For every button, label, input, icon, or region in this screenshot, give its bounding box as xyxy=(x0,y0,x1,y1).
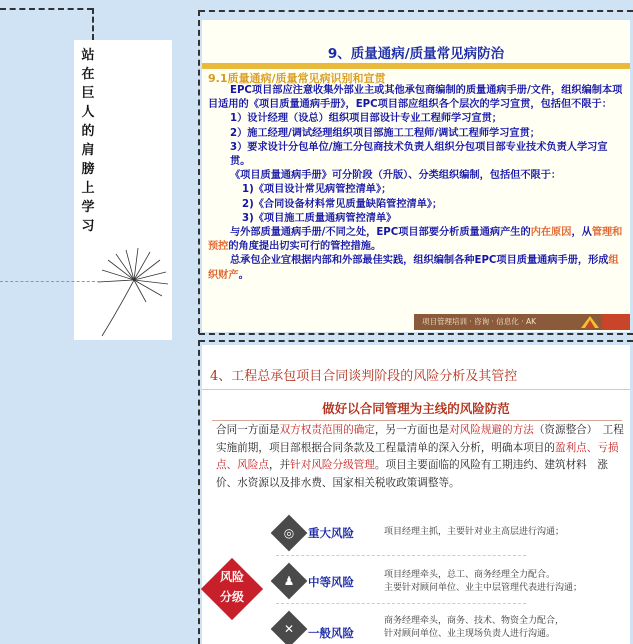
slide1-body xyxy=(208,84,626,283)
slide2-body xyxy=(216,422,624,492)
risk-level-label xyxy=(206,567,258,607)
text-run: 合同一方面是 xyxy=(216,424,280,436)
slogan-char: 肩 xyxy=(81,143,95,158)
risk-medium-desc xyxy=(384,569,582,595)
slogan-char: 巨 xyxy=(81,86,95,101)
slide1-list-item: 3）要求设计分包单位/施工分包商技术负责人组织分包项目部专业技术负责人学习宣贯。 xyxy=(230,141,608,168)
risk-desc-line: 针对顾问单位、业主现场负责人进行沟通。 xyxy=(384,629,556,639)
risk-desc-line: 主要针对顾问单位、业主中层管理代表进行沟通； xyxy=(384,583,583,593)
highlight-text: 内在原因 xyxy=(530,227,572,239)
slogan-char: 习 xyxy=(81,219,95,234)
risk-label-line: 风险 xyxy=(219,570,244,584)
frame-dash-left-vertical xyxy=(92,8,94,40)
slide1-list-item: 1)《项目设计常见病管控清单》； xyxy=(242,184,392,196)
slogan-char: 膀 xyxy=(81,162,95,177)
slide2-divider xyxy=(202,389,630,390)
footer-accent xyxy=(602,314,630,330)
risk-general-desc xyxy=(384,615,564,641)
tools-icon-glyph: ✕ xyxy=(283,622,295,636)
frame-dash-slide1-bottom xyxy=(199,333,633,335)
slogan-char: 学 xyxy=(81,200,95,215)
risk-general-name: 一般风险 xyxy=(308,626,354,640)
text-run: 。项目主要面临的风险有工期违约、建筑材料 涨价、水资源以及排水费、国家相关税收政策调整等。 xyxy=(216,459,608,489)
slide-contract-risk xyxy=(202,345,630,644)
slide1-paragraph: EPC项目部应注意收集外部业主或其他承包商编制的质量通病手册/文件，组织编制本项目适用的《项目质量通病手册》，EPC项目部应组织各个层次的学习宣贯，包括但不限于： xyxy=(208,85,623,111)
slide1-title: 9、质量通病/质量常见病防治 xyxy=(327,46,505,62)
frame-dash-slide2-top xyxy=(199,340,633,342)
target-icon-glyph: ◎ xyxy=(283,526,295,540)
slide2-banner-underline xyxy=(212,420,622,421)
text-run: ，并 xyxy=(268,459,291,471)
risk-label-line: 分级 xyxy=(219,590,244,604)
text-run: 与外部质量通病手册/不同之处，EPC项目部要分析质量通病产生的 xyxy=(230,227,531,239)
slide1-paragraph: 《项目质量通病手册》可分阶段（升版）、分类组织编制，包括但不限于： xyxy=(230,170,562,182)
text-run: 总承包企业宜根据内部和外部最佳实践，组织编制各种EPC项目质量通病手册，形成 xyxy=(230,255,609,267)
text-run: 的角度提出切实可行的管控措施。 xyxy=(228,241,382,253)
slide1-footer xyxy=(414,314,630,330)
slide1-paragraph xyxy=(208,226,626,254)
text-run: ，从 xyxy=(571,227,592,239)
slogan-char: 的 xyxy=(81,124,95,139)
text-run: （资源整合） 工程实施前期，项目部根据合同条款及工程量清单的深入分析，明确本项目的 xyxy=(216,424,624,454)
slogan-char: 站 xyxy=(81,48,95,63)
risk-medium-name: 中等风险 xyxy=(308,575,354,589)
slogan-char: 人 xyxy=(81,105,95,120)
slide2-title: 4、工程总承包项目合同谈判阶段的风险分析及其管控 xyxy=(210,369,518,384)
frame-dash-slide1-top xyxy=(199,10,633,12)
footer-text: 项目管理培训 · 咨询 · 信息化 · AK xyxy=(422,317,537,326)
highlight-text: 组织财产 xyxy=(208,255,619,281)
frame-dash-slide1-left xyxy=(198,10,200,334)
risk-major-name: 重大风险 xyxy=(308,526,354,540)
risk-separator xyxy=(276,603,526,604)
highlight-text: 对风险规避的方法 xyxy=(449,424,534,436)
slogan-char: 上 xyxy=(81,181,95,196)
slide1-list-item: 2）施工经理/调试经理组织项目部施工工程师/调试工程师学习宣贯； xyxy=(230,127,540,139)
frame-dash-top-left xyxy=(0,8,93,10)
highlight-text: 双方权责范围的确定 xyxy=(279,424,375,436)
slogan-char: 在 xyxy=(81,67,95,82)
frame-dash-slide2-left xyxy=(198,340,200,644)
slide1-title-bar xyxy=(202,63,630,69)
sidebar-card xyxy=(74,40,172,340)
slide1-list-item: 3)《项目施工质量通病管控清单》 xyxy=(242,212,397,224)
slide-quality-defects xyxy=(202,20,630,332)
logo-icon xyxy=(580,315,600,329)
slide2-banner: 做好以合同管理为主线的风险防范 xyxy=(322,401,510,416)
slide1-paragraph xyxy=(208,254,626,282)
highlight-text: 盈利点、亏损点、风险点 xyxy=(216,441,619,471)
risk-separator xyxy=(276,555,526,556)
highlight-text: 针对风险分级管理 xyxy=(290,459,375,471)
risk-desc-line: 商务经理牵头，商务、技术、物资全力配合， xyxy=(384,616,565,626)
slide1-list-item: 1）设计经理（设总）组织项目部设计专业工程师学习宣贯； xyxy=(230,113,502,125)
text-run: ，另一方面也是 xyxy=(374,424,450,436)
dandelion-icon xyxy=(88,240,172,340)
risk-major-desc: 项目经理主抓，主要针对业主高层进行沟通； xyxy=(384,527,565,537)
slide1-list-item: 2)《合同设备材料常见质量缺陷管控清单》； xyxy=(242,198,443,210)
team-icon-glyph: ♟ xyxy=(283,574,295,588)
highlight-text: 管理和预控 xyxy=(208,227,623,253)
text-run: 。 xyxy=(238,269,249,281)
slide1-subtitle: 9.1质量通病/质量常见病识别和宣贯 xyxy=(208,72,386,85)
risk-desc-line: 项目经理牵头，总工、商务经理全力配合。 xyxy=(384,570,556,580)
vertical-slogan xyxy=(78,46,98,236)
sidebar-divider xyxy=(0,281,100,282)
